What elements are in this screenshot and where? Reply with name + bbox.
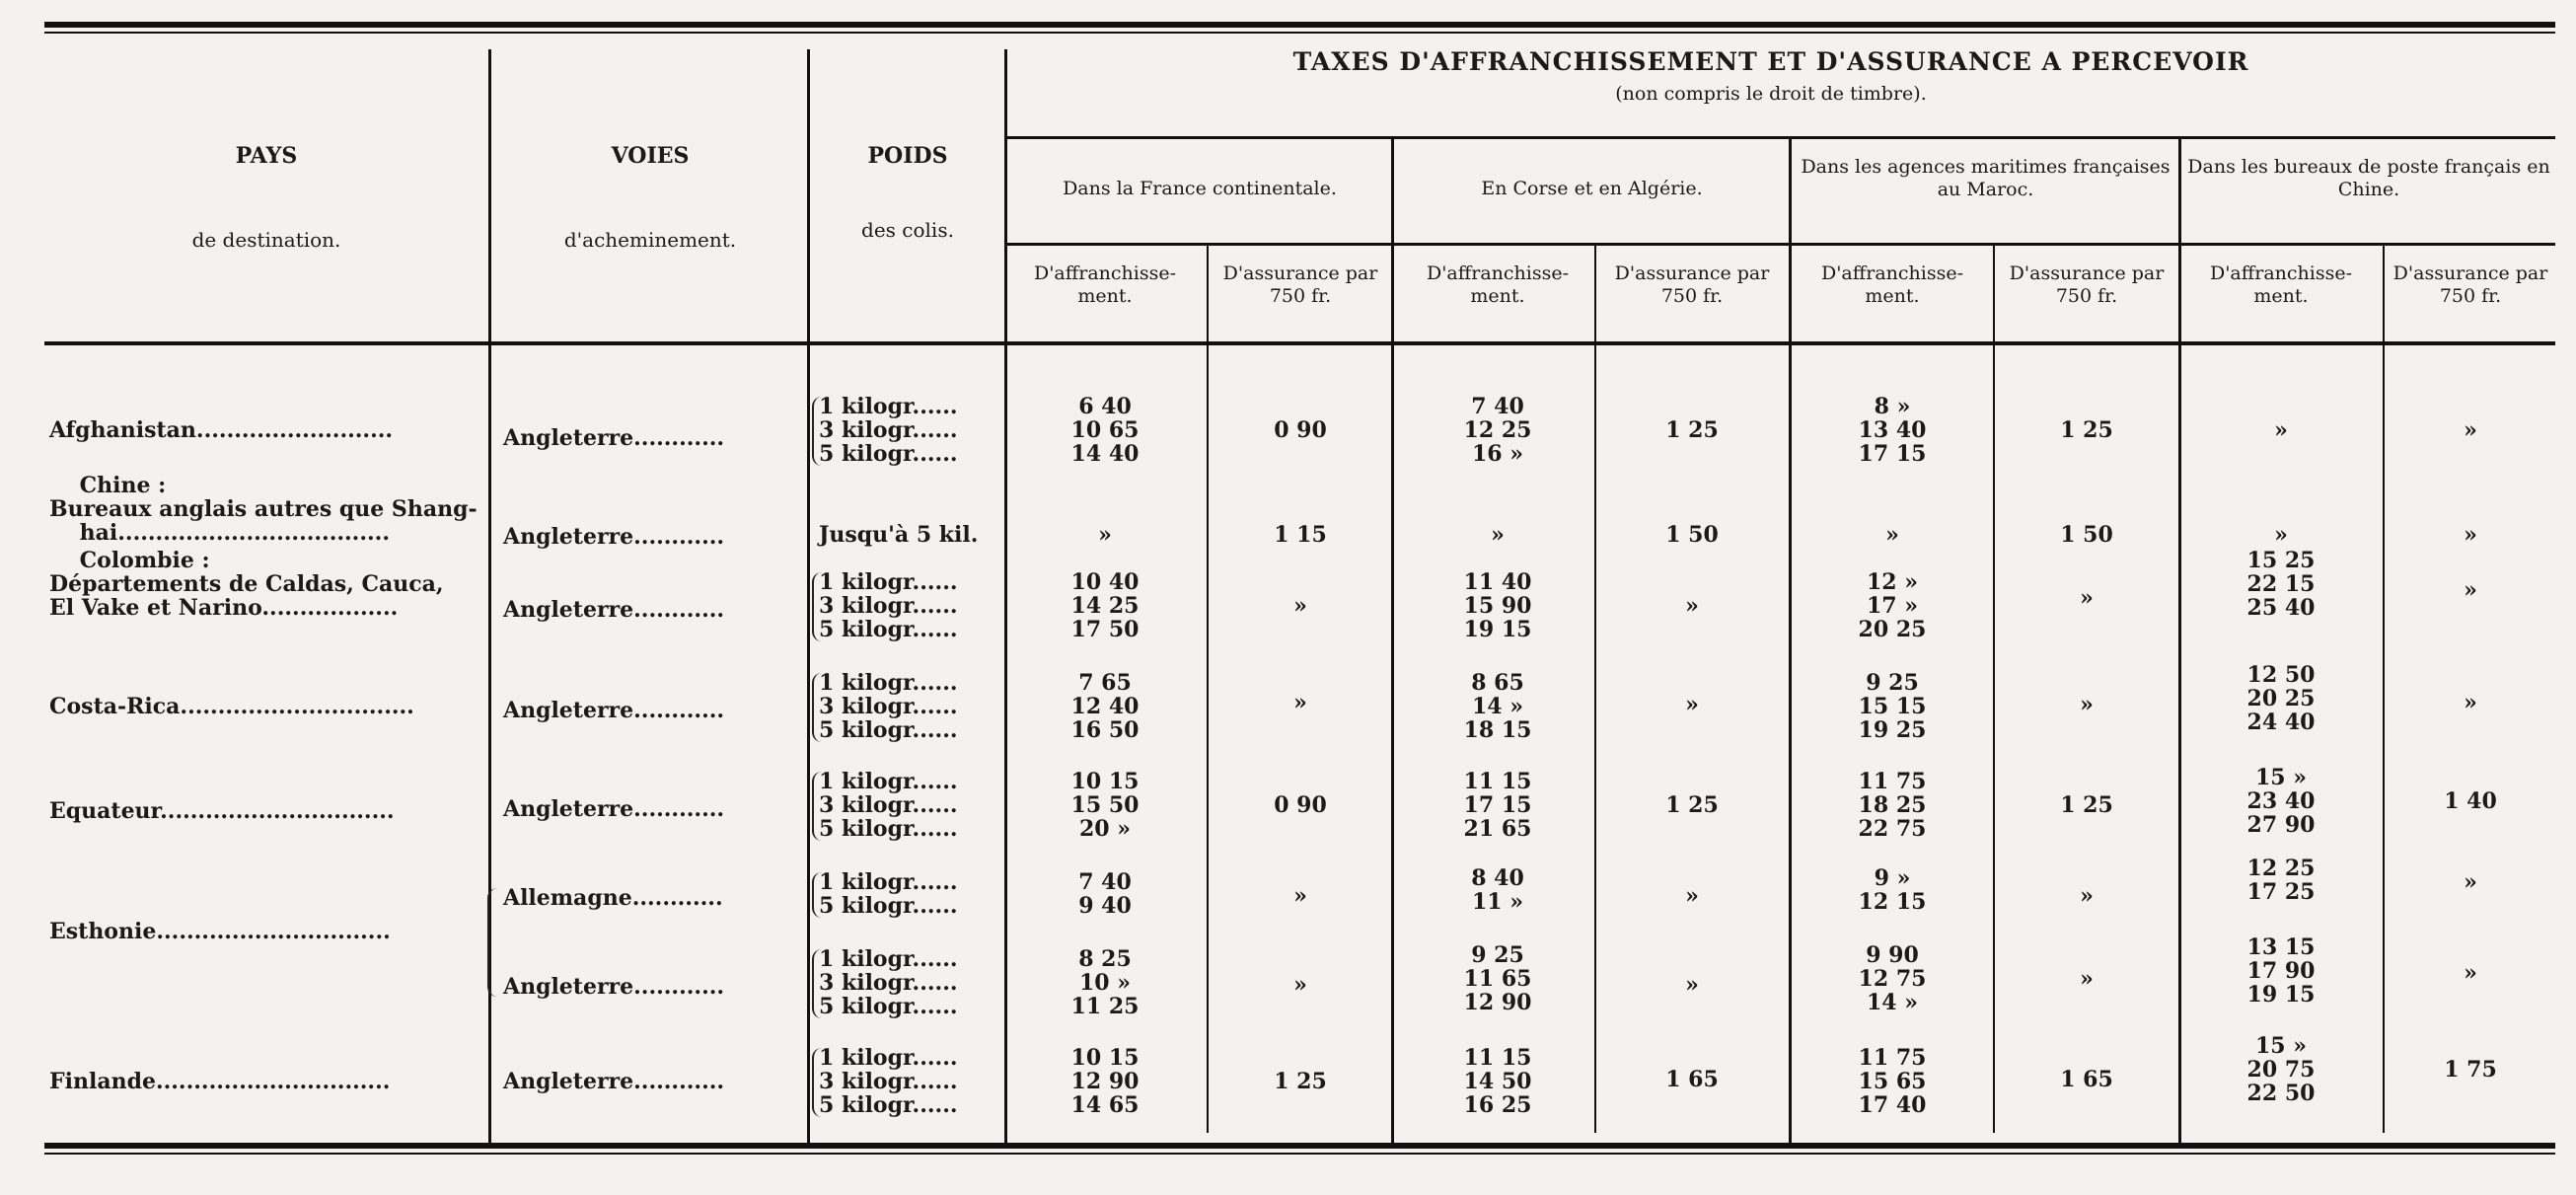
header-voies-sub: d'acheminement. (563, 228, 737, 253)
value-cell: » (2080, 883, 2094, 909)
country-cell: Esthonie............................... (49, 919, 391, 944)
sub-ass-maroc: D'assurance par 750 fr. (2009, 262, 2165, 307)
value-cell: 1 50 (1665, 522, 1719, 548)
value-cell: 9 90 12 75 14 » (1858, 942, 1927, 1015)
value-cell: 7 65 12 40 16 50 (1070, 670, 1140, 743)
bottom-rule-thin (44, 1153, 2555, 1155)
value-cell: 12 25 17 25 (2246, 856, 2316, 905)
value-cell: » (1885, 522, 1899, 548)
col-rule-sub (2383, 245, 2385, 1133)
value-cell: 13 15 17 90 19 15 (2246, 934, 2316, 1008)
weight-cell: 1 kilogr...... 3 kilogr...... 5 kilogr...... (819, 769, 958, 842)
sub-aff-maroc: D'affranchisse-ment. (1820, 262, 1964, 307)
weight-cell: 1 kilogr...... 3 kilogr...... 5 kilogr...... (819, 946, 958, 1019)
value-cell: » (1293, 972, 1307, 998)
value-cell: 10 15 15 50 20 » (1070, 769, 1140, 842)
value-cell: 8 40 11 » (1471, 865, 1524, 915)
value-cell: 9 » 12 15 (1858, 865, 1927, 915)
value-cell: 1 25 (1665, 417, 1719, 443)
value-cell: » (2464, 417, 2477, 443)
value-cell: » (2464, 522, 2477, 548)
header-voies-label: VOIES (611, 143, 690, 169)
col-rule (1391, 138, 1394, 1145)
group-header-france: Dans la France continentale. (1063, 178, 1337, 199)
header-pays-label: PAYS (235, 143, 298, 169)
value-cell: 11 15 14 50 16 25 (1463, 1045, 1532, 1118)
sub-ass-france: D'assurance par 750 fr. (1222, 262, 1378, 307)
header-poids (811, 143, 1004, 242)
value-cell: » (1491, 522, 1505, 548)
route-cell: Angleterre............ (503, 524, 725, 550)
value-cell: 8 » 13 40 17 15 (1858, 394, 1927, 467)
value-cell: 9 25 15 15 19 25 (1858, 670, 1927, 743)
value-cell: 7 40 12 25 16 » (1463, 394, 1532, 467)
value-cell: » (2080, 966, 2094, 992)
value-cell: 12 » 17 » 20 25 (1858, 569, 1927, 642)
route-cell: Allemagne............ (503, 885, 723, 911)
value-cell: » (1685, 692, 1699, 717)
country-cell: Chine : Bureaux anglais autres que Shang- hai.................................... (49, 473, 478, 546)
value-cell: 9 25 11 65 12 90 (1463, 942, 1532, 1015)
brace (487, 888, 497, 997)
country-cell: Costa-Rica............................... (49, 694, 414, 719)
sub-ass-corse: D'assurance par 750 fr. (1614, 262, 1770, 307)
header-poids-sub: des colis. (861, 218, 954, 243)
value-cell: » (1293, 883, 1307, 909)
page-title: TAXES D'AFFRANCHISSEMENT ET D'ASSURANCE A PERCEVOIR (1292, 47, 2249, 76)
col-rule (1789, 138, 1792, 1145)
value-cell: 1 65 (2060, 1067, 2113, 1092)
group-header-chine: Dans les bureaux de poste français en Chine. (2187, 156, 2550, 200)
value-cell: 0 90 (1274, 792, 1327, 818)
weight-cell: 1 kilogr...... 3 kilogr...... 5 kilogr...... (819, 670, 958, 743)
value-cell: » (2464, 960, 2477, 986)
value-cell: 10 15 12 90 14 65 (1070, 1045, 1140, 1118)
group-header-corse: En Corse et en Algérie. (1481, 178, 1703, 199)
value-cell: 6 40 10 65 14 40 (1070, 394, 1140, 467)
route-cell: Angleterre............ (503, 425, 725, 451)
value-cell: » (1685, 593, 1699, 619)
col-rule (807, 49, 810, 1145)
header-pays-sub: de destination. (191, 228, 341, 253)
value-cell: 1 25 (1274, 1069, 1327, 1094)
country-cell: Finlande............................... (49, 1069, 391, 1094)
value-cell: 1 40 (2444, 788, 2497, 814)
route-cell: Angleterre............ (503, 698, 725, 723)
route-cell: Angleterre............ (503, 1069, 725, 1094)
value-cell: 1 65 (1665, 1067, 1719, 1092)
top-rule-thin (44, 32, 2555, 34)
header-rule (1004, 136, 2555, 139)
value-cell: » (1293, 690, 1307, 715)
value-cell: 11 15 17 15 21 65 (1463, 769, 1532, 842)
route-cell: Angleterre............ (503, 597, 725, 623)
value-cell: » (2274, 417, 2288, 443)
value-cell: 1 25 (1665, 792, 1719, 818)
header-voies (493, 143, 807, 252)
country-cell: Afghanistan.......................... (49, 417, 394, 443)
value-cell: 7 40 9 40 (1078, 869, 1132, 919)
value-cell: 15 » 23 40 27 90 (2246, 765, 2316, 838)
value-cell: 1 50 (2060, 522, 2113, 548)
weight-cell: 1 kilogr...... 5 kilogr...... (819, 869, 958, 919)
value-cell: 1 25 (2060, 417, 2113, 443)
value-cell: » (1293, 593, 1307, 619)
page-subtitle: (non compris le droit de timbre). (1615, 83, 1927, 105)
value-cell: 8 65 14 » 18 15 (1463, 670, 1532, 743)
col-rule (2178, 138, 2181, 1145)
weight-cell: 1 kilogr...... 3 kilogr...... 5 kilogr...... (819, 394, 958, 467)
sub-ass-chine: D'assurance par 750 fr. (2392, 262, 2548, 307)
value-cell: 1 25 (2060, 792, 2113, 818)
country-cell: Colombie : Départements de Caldas, Cauca, El Vake et Narino.................. (49, 548, 444, 621)
value-cell: 8 25 10 » 11 25 (1070, 946, 1140, 1019)
top-rule (44, 22, 2555, 28)
route-cell: Angleterre............ (503, 796, 725, 822)
value-cell: 10 40 14 25 17 50 (1070, 569, 1140, 642)
value-cell: 11 40 15 90 19 15 (1463, 569, 1532, 642)
value-cell: 11 75 18 25 22 75 (1858, 769, 1927, 842)
value-cell: » (2274, 522, 2288, 548)
col-rule-sub (1993, 245, 1995, 1133)
col-rule-sub (1207, 245, 1209, 1133)
value-cell: » (2080, 692, 2094, 717)
value-cell: » (2464, 577, 2477, 603)
value-cell: 1 75 (2444, 1057, 2497, 1083)
value-cell: 1 15 (1274, 522, 1327, 548)
value-cell: » (2080, 585, 2094, 611)
route-cell: Angleterre............ (503, 974, 725, 1000)
header-pays (49, 143, 483, 252)
value-cell: » (1098, 522, 1112, 548)
value-cell: 15 » 20 75 22 50 (2246, 1033, 2316, 1106)
group-header-maroc: Dans les agences maritimes françaises au Maroc. (1801, 156, 2171, 200)
value-cell: » (1685, 883, 1699, 909)
col-rule-sub (1594, 245, 1596, 1133)
weight-cell: Jusqu'à 5 kil. (819, 522, 979, 548)
header-poids-label: POIDS (867, 143, 948, 169)
value-cell: 0 90 (1274, 417, 1327, 443)
sub-aff-france: D'affranchisse-ment. (1033, 262, 1177, 307)
header-bottom-rule (44, 341, 2555, 345)
value-cell: 12 50 20 25 24 40 (2246, 662, 2316, 735)
weight-cell: 1 kilogr...... 3 kilogr...... 5 kilogr...... (819, 569, 958, 642)
value-cell: 15 25 22 15 25 40 (2246, 548, 2316, 621)
value-cell: 11 75 15 65 17 40 (1858, 1045, 1927, 1118)
sub-aff-corse: D'affranchisse-ment. (1426, 262, 1570, 307)
value-cell: » (1685, 972, 1699, 998)
value-cell: » (2464, 690, 2477, 715)
header-rule (1004, 243, 2555, 246)
country-cell: Equateur............................... (49, 798, 395, 824)
value-cell: » (2464, 869, 2477, 895)
sub-aff-chine: D'affranchisse-ment. (2209, 262, 2353, 307)
weight-cell: 1 kilogr...... 3 kilogr...... 5 kilogr...... (819, 1045, 958, 1118)
